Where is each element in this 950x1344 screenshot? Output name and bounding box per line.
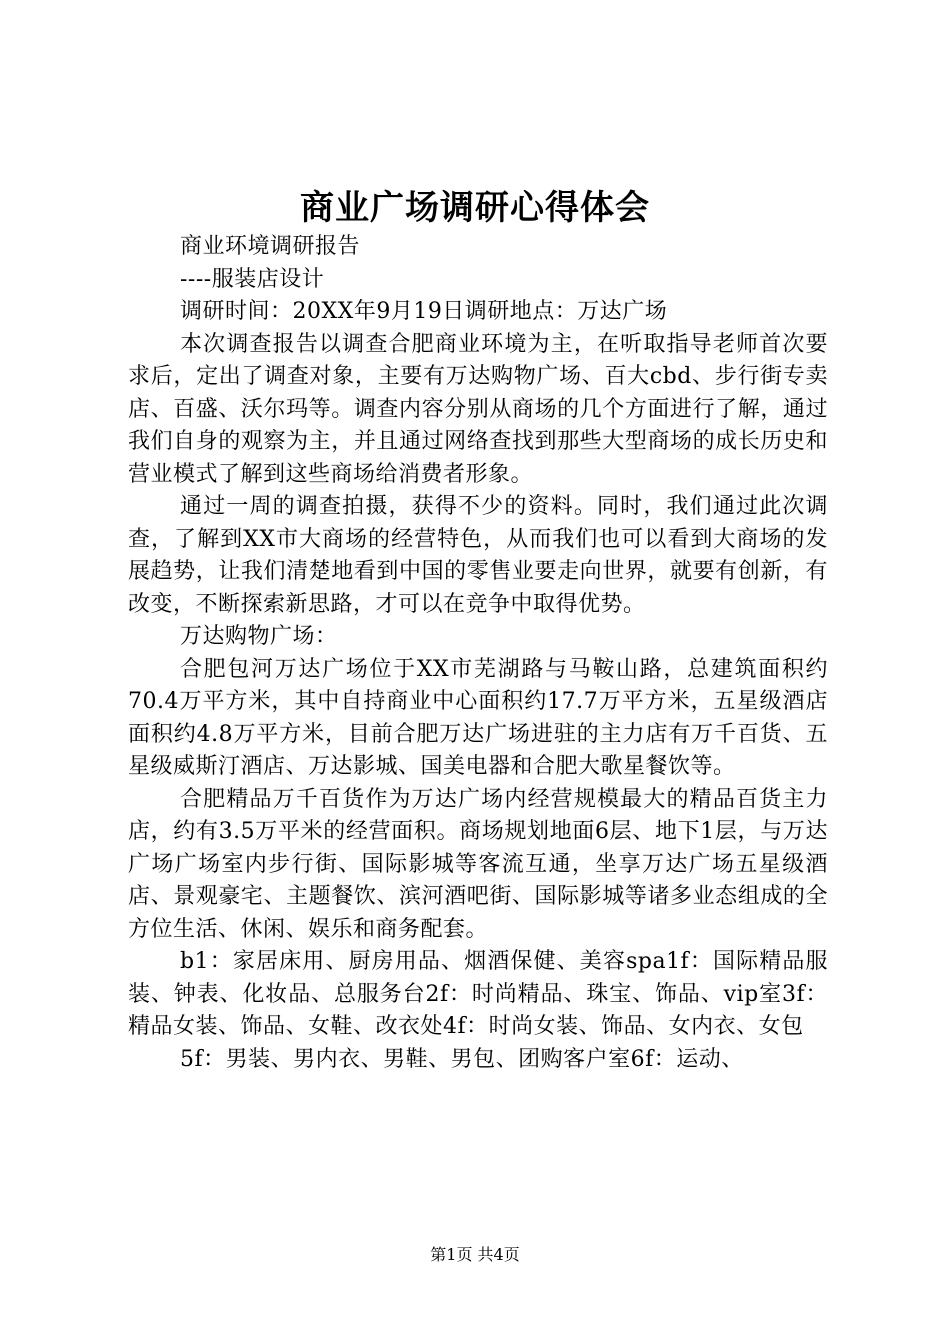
document-title: 商业广场调研心得体会: [300, 188, 650, 228]
paragraph: 通过一周的调查拍摄，获得不少的资料。同时，我们通过此次调查，了解到XX市大商场的经营特色，从而我们也可以看到大商场的发展趋势，让我们清楚地看到中国的零售业要走向世界，就要有创新，有改变，不断探索新思路，才可以在竞争中取得优势。: [128, 494, 828, 617]
paragraph: 合肥精品万千百货作为万达广场内经营规模最大的精品百货主力店，约有3.5万平米的经营面积。商场规划地面6层、地下1层，与万达广场广场室内步行街、国际影城等客流互通，坐享万达广场五星级酒店、景观豪宅、主题餐饮、滨河酒吧街、国际影城等诸多业态组成的全方位生活、休闲、娱乐和商务配套。: [128, 786, 828, 942]
paragraph: ----服装店设计: [180, 266, 325, 292]
document-body: [128, 231, 828, 1076]
paragraph: b1：家居床用、厨房用品、烟酒保健、美容spa1f：国际精品服装、钟表、化妆品、总服务台2f：时尚精品、珠宝、饰品、vip室3f：精品女装、饰品、女鞋、改衣处4f：时尚女装、饰品、女内衣、女包: [128, 949, 828, 1039]
paragraph: 本次调查报告以调查合肥商业环境为主，在听取指导老师首次要求后，定出了调查对象，主要有万达购物广场、百大cbd、步行街专卖店、百盛、沃尔玛等。调查内容分别从商场的几个方面进行了解，通过我们自身的观察为主，并且通过网络查找到那些大型商场的成长历史和营业模式了解到这些商场给消费者形象。: [128, 331, 828, 487]
paragraph: 万达购物广场：: [180, 624, 338, 649]
paragraph: 调研时间：20XX年9月19日调研地点：万达广场: [180, 299, 668, 324]
page-footer: 第1页 共4页: [430, 1245, 520, 1264]
paragraph: 合肥包河万达广场位于XX市芜湖路与马鞍山路，总建筑面积约70.4万平方米，其中自持商业中心面积约17.7万平方米，五星级酒店面积约4.8万平方米，目前合肥万达广场进驻的主力店有万千百货、五星级威斯汀酒店、万达影城、国美电器和合肥大歌星餐饮等。: [128, 656, 828, 779]
paragraph: 5f：男装、男内衣、男鞋、男包、团购客户室6f：运动、: [180, 1046, 744, 1072]
paragraph: 商业环境调研报告: [180, 234, 361, 259]
